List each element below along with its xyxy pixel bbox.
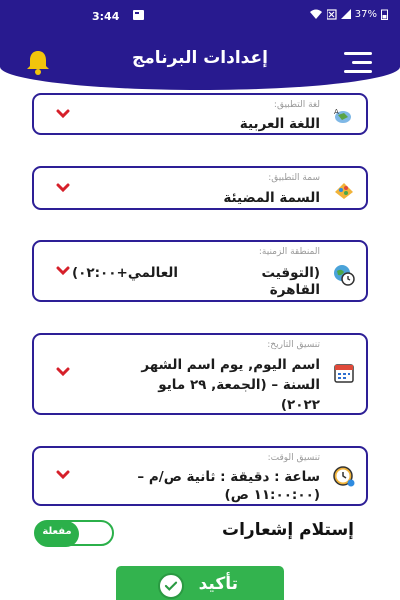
language-setting[interactable] xyxy=(32,93,368,135)
page-title: إعدادات البرنامج xyxy=(132,48,268,68)
date-format-line1: اسم اليوم, يوم اسم الشهر xyxy=(141,357,320,373)
language-value: اللغة العربية xyxy=(239,116,320,132)
confirm-button[interactable] xyxy=(116,566,284,600)
status-bar xyxy=(0,0,400,32)
timezone-label: المنطقة الزمنية: xyxy=(258,247,320,257)
battery-level: 37% xyxy=(354,9,377,20)
battery-icon xyxy=(381,9,388,20)
menu-icon[interactable] xyxy=(344,52,372,74)
chevron-down-icon xyxy=(56,109,70,119)
signal-icon xyxy=(327,9,337,20)
language-label: لغة التطبيق: xyxy=(273,100,320,110)
timezone-value-line1: (التوقيت العالمي+٠٢:٠٠) xyxy=(72,265,320,281)
notifications-label: إستلام إشعارات xyxy=(222,520,354,540)
theme-icon xyxy=(332,178,356,202)
signal-bars-icon xyxy=(341,9,351,20)
status-time: 3:44 xyxy=(92,10,120,23)
globe-clock-icon xyxy=(332,263,356,287)
theme-value: السمة المضيئة xyxy=(223,190,320,206)
chevron-down-icon xyxy=(56,367,70,377)
notification-icon xyxy=(132,9,145,21)
time-format-setting[interactable] xyxy=(32,446,368,506)
timezone-value-line2: القاهرة xyxy=(269,282,320,298)
timezone-setting[interactable] xyxy=(32,240,368,302)
wifi-icon xyxy=(309,9,323,20)
notifications-toggle[interactable] xyxy=(34,520,114,546)
date-format-line2: السنة – (الجمعة, ٢٩ مايو xyxy=(158,377,320,393)
time-format-line2: (١١:٠٠:٠٠ ص) xyxy=(224,487,320,503)
date-format-setting[interactable] xyxy=(32,333,368,415)
date-format-label: تنسيق التاريخ: xyxy=(267,340,320,350)
theme-setting[interactable] xyxy=(32,166,368,210)
theme-label: سمة التطبيق: xyxy=(268,173,320,183)
time-format-label: تنسيق الوقت: xyxy=(267,453,320,463)
status-icons xyxy=(309,9,388,20)
app-header xyxy=(0,32,400,90)
chevron-down-icon xyxy=(56,470,70,480)
check-icon xyxy=(158,573,184,599)
svg-text:A: A xyxy=(334,108,339,116)
toggle-state-text: مفعلة xyxy=(42,526,72,537)
clock-icon xyxy=(332,464,356,488)
time-format-line1: ساعة : دقيقة : ثانية ص/م – xyxy=(137,469,320,485)
confirm-button-label: تأكيد xyxy=(198,574,238,594)
chevron-down-icon xyxy=(56,266,70,276)
language-icon xyxy=(332,105,356,129)
chevron-down-icon xyxy=(56,183,70,193)
calendar-icon xyxy=(332,361,356,385)
date-format-line3: ٢٠٢٢) xyxy=(280,397,320,413)
